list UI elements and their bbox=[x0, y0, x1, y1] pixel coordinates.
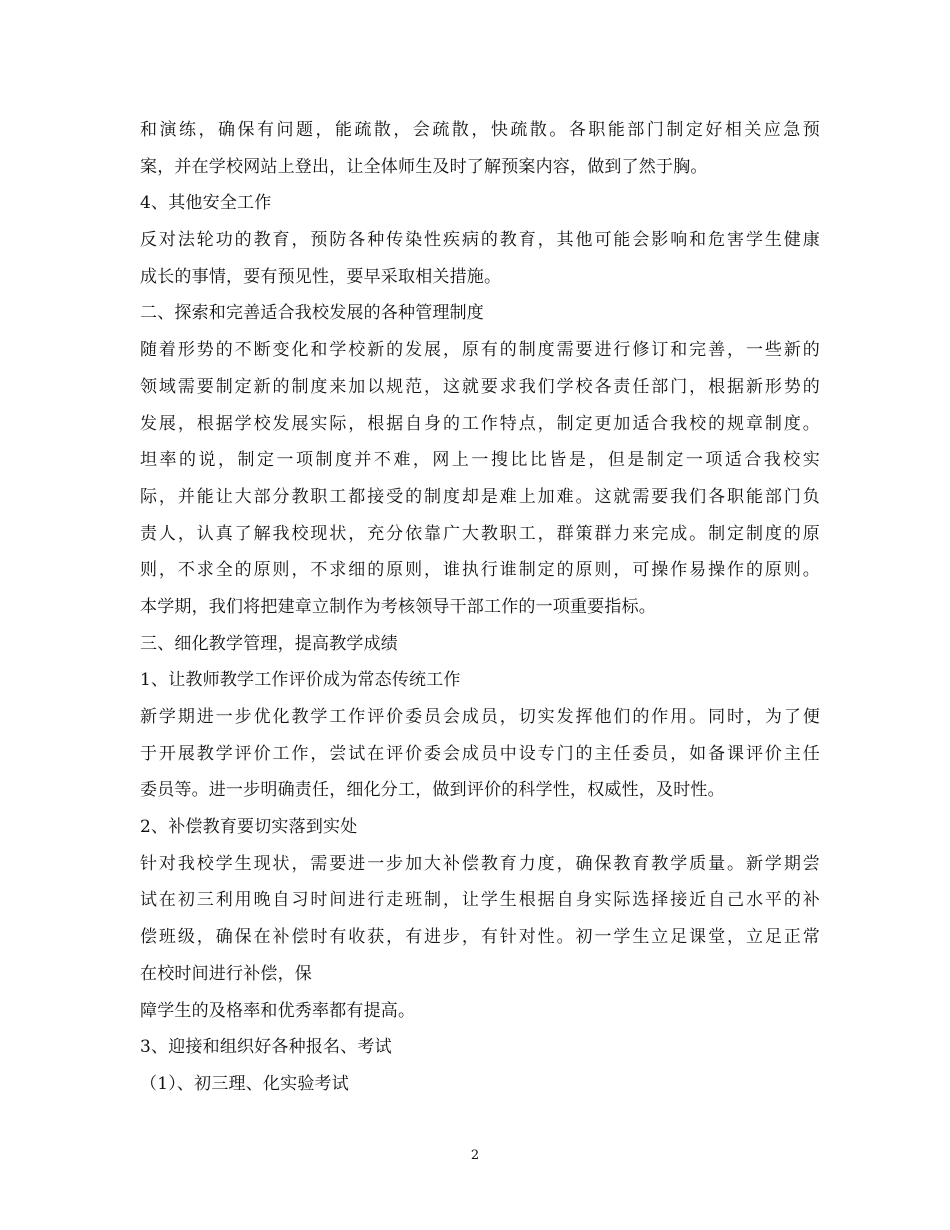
paragraph-line: 成长的事情，要有预见性，要早采取相关措施。 bbox=[140, 266, 502, 287]
section-heading: 4、其他安全工作 bbox=[140, 193, 272, 214]
document-body bbox=[140, 112, 820, 1103]
section-heading: （1）、初三理、化实验考试 bbox=[140, 1073, 349, 1094]
paragraph-line: 针对我校学生现状，需要进一步加大补偿教育力度，确保教育教学质量。新学期尝 bbox=[140, 853, 820, 874]
paragraph-line: 委员等。进一步明确责任，细化分工，做到评价的科学性，权威性，及时性。 bbox=[140, 780, 725, 801]
paragraph-line: 案，并在学校网站上登出，让全体师生及时了解预案内容，做到了然于胸。 bbox=[140, 156, 708, 177]
paragraph-line: 新学期进一步优化教学工作评价委员会成员，切实发挥他们的作用。同时，为了便 bbox=[140, 707, 820, 727]
section-heading: 1、让教师教学工作评价成为常态传统工作 bbox=[140, 670, 461, 691]
page-number: 2 bbox=[470, 1148, 480, 1163]
paragraph-line: 发展，根据学校发展实际，根据自身的工作特点，制定更加适合我校的规章制度。 bbox=[140, 413, 820, 434]
paragraph-line: 随着形势的不断变化和学校新的发展，原有的制度需要进行修订和完善，一些新的 bbox=[140, 340, 820, 361]
paragraph-line: 在校时间进行补偿，保 bbox=[140, 963, 312, 984]
paragraph-line: 于开展教学评价工作，尝试在评价委会成员中设专门的主任委员，如备课评价主任 bbox=[140, 743, 820, 764]
paragraph-line: 反对法轮功的教育，预防各种传染性疾病的教育，其他可能会影响和危害学生健康 bbox=[140, 230, 820, 251]
section-heading: 三、细化教学管理，提高教学成绩 bbox=[140, 633, 398, 654]
paragraph-line: 坦率的说，制定一项制度并不难，网上一搜比比皆是，但是制定一项适合我校实 bbox=[140, 450, 820, 471]
section-heading: 2、补偿教育要切实落到实处 bbox=[140, 817, 358, 838]
paragraph-line: 试在初三利用晚自习时间进行走班制，让学生根据自身实际选择接近自己水平的补 bbox=[140, 890, 820, 911]
paragraph-line: 领域需要制定新的制度来加以规范，这就要求我们学校各责任部门，根据新形势的 bbox=[140, 376, 820, 397]
paragraph-line: 责人，认真了解我校现状，充分依靠广大教职工，群策群力来完成。制定制度的原 bbox=[140, 523, 820, 544]
paragraph-line: 障学生的及格率和优秀率都有提高。 bbox=[140, 1000, 416, 1021]
paragraph-line: 偿班级，确保在补偿时有收获，有进步，有针对性。初一学生立足课堂，立足正常 bbox=[140, 927, 820, 948]
paragraph-line: 则，不求全的原则，不求细的原则，谁执行谁制定的原则，可操作易操作的原则。 bbox=[140, 560, 820, 581]
paragraph-line: 和演练，确保有问题，能疏散，会疏散，快疏散。各职能部门制定好相关应急预 bbox=[140, 120, 820, 140]
paragraph-line: 际，并能让大部分教职工都接受的制度却是难上加难。这就需要我们各职能部门负 bbox=[140, 486, 820, 507]
paragraph-line: 本学期，我们将把建章立制作为考核领导干部工作的一项重要指标。 bbox=[140, 596, 656, 617]
section-heading: 二、探索和完善适合我校发展的各种管理制度 bbox=[140, 303, 484, 324]
section-heading: 3、迎接和组织好各种报名、考试 bbox=[140, 1037, 392, 1058]
